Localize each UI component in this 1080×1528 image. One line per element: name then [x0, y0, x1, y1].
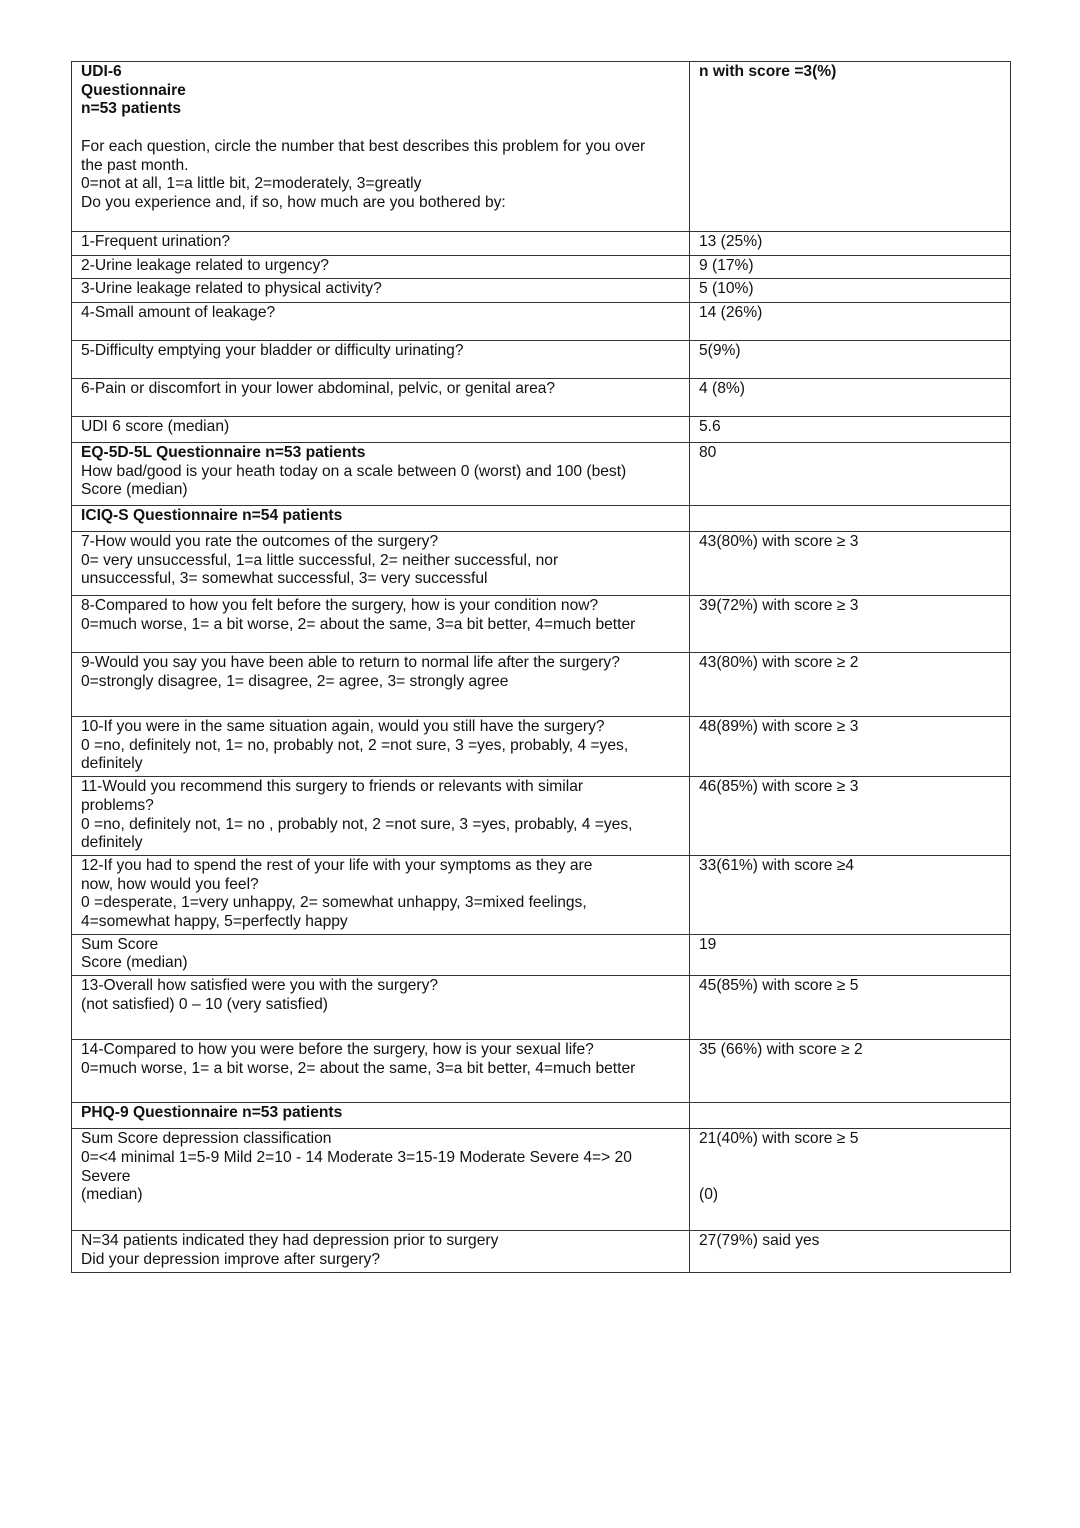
question-text: 0 =no, definitely not, 1= no , probably not, 2 =not sure, 3 =yes, probably, 4 =yes,	[81, 815, 633, 833]
table-row	[72, 532, 1011, 596]
section-title: EQ-5D-5L Questionnaire n=53 patients	[81, 444, 366, 461]
value-text: 5 (10%)	[699, 280, 754, 297]
table-header-row	[72, 62, 1011, 232]
value-cell	[690, 279, 1011, 303]
value-cell	[690, 1040, 1011, 1103]
udi-title: UDI-6	[81, 63, 122, 80]
column-header-cell	[690, 62, 1011, 232]
question-text: Sum Score	[81, 935, 159, 953]
question-text: now, how would you feel?	[81, 875, 259, 893]
question-text: 0 =desperate, 1=very unhappy, 2= somewhat unhappy, 3=mixed feelings,	[81, 894, 587, 912]
value-cell	[690, 443, 1011, 506]
table-row	[72, 417, 1011, 443]
question-cell	[72, 341, 690, 379]
table-row	[72, 596, 1011, 653]
question-cell	[72, 279, 690, 303]
question-text: 5-Difficulty emptying your bladder or difficulty urinating?	[81, 342, 464, 359]
question-text: unsuccessful, 3= somewhat successful, 3= very successful	[81, 570, 488, 588]
value-text: 27(79%) said yes	[699, 1232, 820, 1250]
question-text: Score (median)	[81, 481, 188, 499]
column-header: n with score =3(%)	[699, 63, 837, 80]
value-text: 33(61%) with score ≥4	[699, 856, 855, 874]
instruction-line: For each question, circle the number that best describes this problem for you over	[81, 137, 646, 155]
value-cell	[690, 232, 1011, 256]
table-row	[72, 934, 1011, 975]
value-cell	[690, 976, 1011, 1040]
value-text: 5.6	[699, 418, 721, 435]
section-title: ICIQ-S Questionnaire n=54 patients	[81, 507, 343, 524]
question-text: problems?	[81, 796, 154, 814]
spacer	[699, 1149, 1001, 1168]
question-text: 0=much worse, 1= a bit worse, 2= about the same, 3=a bit better, 4=much better	[81, 615, 636, 633]
table-row	[72, 443, 1011, 506]
question-text: N=34 patients indicated they had depression prior to surgery	[81, 1232, 499, 1250]
question-cell	[72, 976, 690, 1040]
value-text: 43(80%) with score ≥ 2	[699, 654, 859, 671]
value-text: 4 (8%)	[699, 380, 745, 397]
value-text: 80	[699, 444, 717, 461]
results-table	[71, 61, 1011, 1273]
question-text: 7-How would you rate the outcomes of the surgery?	[81, 533, 439, 550]
question-text: 4-Small amount of leakage?	[81, 304, 276, 321]
table-row	[72, 232, 1011, 256]
question-text: 1-Frequent urination?	[81, 233, 231, 250]
question-cell	[72, 1040, 690, 1103]
value-cell	[690, 717, 1011, 777]
table-row	[72, 279, 1011, 303]
table-row	[72, 341, 1011, 379]
question-cell	[72, 232, 690, 256]
value-cell	[690, 777, 1011, 856]
question-text: 8-Compared to how you felt before the surgery, how is your condition now?	[81, 597, 599, 614]
question-cell	[72, 855, 690, 934]
question-cell	[72, 379, 690, 417]
value-cell	[690, 417, 1011, 443]
question-text: 4=somewhat happy, 5=perfectly happy	[81, 913, 348, 931]
question-text: Sum Score depression classification	[81, 1130, 332, 1148]
value-text: 46(85%) with score ≥ 3	[699, 778, 859, 796]
question-text: 14-Compared to how you were before the surgery, how is your sexual life?	[81, 1041, 594, 1059]
question-text: 0=strongly disagree, 1= disagree, 2= agree, 3= strongly agree	[81, 672, 509, 690]
value-text: 14 (26%)	[699, 304, 763, 321]
header-cell	[72, 62, 690, 232]
question-cell	[72, 777, 690, 856]
value-cell	[690, 532, 1011, 596]
question-text: 13-Overall how satisfied were you with the surgery?	[81, 977, 439, 995]
instruction-line: the past month.	[81, 156, 189, 174]
table-row	[72, 256, 1011, 279]
section-header-row	[72, 506, 1011, 532]
value-cell	[690, 1103, 1011, 1129]
value-cell	[690, 506, 1011, 532]
question-text: How bad/good is your heath today on a scale between 0 (worst) and 100 (best)	[81, 462, 627, 480]
question-text: definitely	[81, 755, 143, 773]
table-row	[72, 855, 1011, 934]
table-row	[72, 717, 1011, 777]
question-text: 3-Urine leakage related to physical activity?	[81, 280, 382, 297]
question-text: definitely	[81, 834, 143, 852]
section-title: PHQ-9 Questionnaire n=53 patients	[81, 1104, 343, 1122]
question-cell	[72, 653, 690, 717]
question-cell	[72, 256, 690, 279]
value-cell	[690, 341, 1011, 379]
instruction-line: 0=not at all, 1=a little bit, 2=moderately, 3=greatly	[81, 175, 422, 193]
question-cell	[72, 1129, 690, 1231]
value-cell	[690, 653, 1011, 717]
value-text: 5(9%)	[699, 342, 741, 359]
question-cell	[72, 596, 690, 653]
value-cell	[690, 596, 1011, 653]
question-text: (not satisfied) 0 – 10 (very satisfied)	[81, 995, 329, 1013]
question-text: Score (median)	[81, 954, 188, 972]
value-cell	[690, 379, 1011, 417]
value-text: 13 (25%)	[699, 233, 763, 250]
value-cell	[690, 934, 1011, 975]
question-text: 0= very unsuccessful, 1=a little successful, 2= neither successful, nor	[81, 551, 559, 569]
question-text: Severe	[81, 1167, 131, 1185]
question-text: UDI 6 score (median)	[81, 418, 230, 435]
question-text: 10-If you were in the same situation again, would you still have the surgery?	[81, 718, 605, 735]
table-row	[72, 1129, 1011, 1231]
question-cell	[72, 1231, 690, 1272]
question-text: 0=much worse, 1= a bit worse, 2= about the same, 3=a bit better, 4=much better	[81, 1059, 636, 1077]
question-text: 2-Urine leakage related to urgency?	[81, 257, 329, 274]
value-cell	[690, 855, 1011, 934]
spacer	[699, 1168, 1001, 1187]
question-text: 9-Would you say you have been able to return to normal life after the surgery?	[81, 654, 620, 671]
question-text: (median)	[81, 1186, 143, 1204]
value-text: 43(80%) with score ≥ 3	[699, 533, 859, 550]
value-cell	[690, 256, 1011, 279]
section-title-cell	[72, 1103, 690, 1129]
table-row	[72, 976, 1011, 1040]
question-text: 11-Would you recommend this surgery to friends or relevants with similar	[81, 778, 584, 796]
value-text: 48(89%) with score ≥ 3	[699, 718, 859, 735]
table-row	[72, 303, 1011, 341]
question-cell	[72, 417, 690, 443]
table-row	[72, 653, 1011, 717]
value-text: 35 (66%) with score ≥ 2	[699, 1041, 863, 1059]
udi-subtitle: Questionnaire	[81, 81, 186, 99]
question-cell	[72, 303, 690, 341]
instruction-line: Do you experience and, if so, how much are you bothered by:	[81, 193, 506, 211]
value-text: 21(40%) with score ≥ 5	[699, 1130, 859, 1148]
question-cell	[72, 532, 690, 596]
value-text: 9 (17%)	[699, 257, 754, 274]
question-cell	[72, 717, 690, 777]
question-text: 6-Pain or discomfort in your lower abdominal, pelvic, or genital area?	[81, 380, 556, 397]
table-row	[72, 379, 1011, 417]
section-title-cell	[72, 506, 690, 532]
question-cell	[72, 443, 690, 506]
question-cell	[72, 934, 690, 975]
value-text: 39(72%) with score ≥ 3	[699, 597, 859, 614]
value-cell	[690, 303, 1011, 341]
value-text: 45(85%) with score ≥ 5	[699, 977, 859, 995]
table-row	[72, 777, 1011, 856]
udi-patient-count: n=53 patients	[81, 100, 182, 118]
question-text: Did your depression improve after surgery?	[81, 1250, 381, 1268]
spacer	[81, 119, 680, 138]
question-text: 0=<4 minimal 1=5-9 Mild 2=10 - 14 Moderate 3=15-19 Moderate Severe 4=> 20	[81, 1148, 632, 1166]
question-text: 0 =no, definitely not, 1= no, probably not, 2 =not sure, 3 =yes, probably, 4 =yes,	[81, 736, 629, 754]
table-row	[72, 1040, 1011, 1103]
value-text: (0)	[699, 1186, 719, 1204]
value-cell	[690, 1231, 1011, 1272]
value-text: 19	[699, 935, 717, 953]
value-cell	[690, 1129, 1011, 1231]
section-header-row	[72, 1103, 1011, 1129]
question-text: 12-If you had to spend the rest of your life with your symptoms as they are	[81, 856, 593, 874]
table-row	[72, 1231, 1011, 1272]
